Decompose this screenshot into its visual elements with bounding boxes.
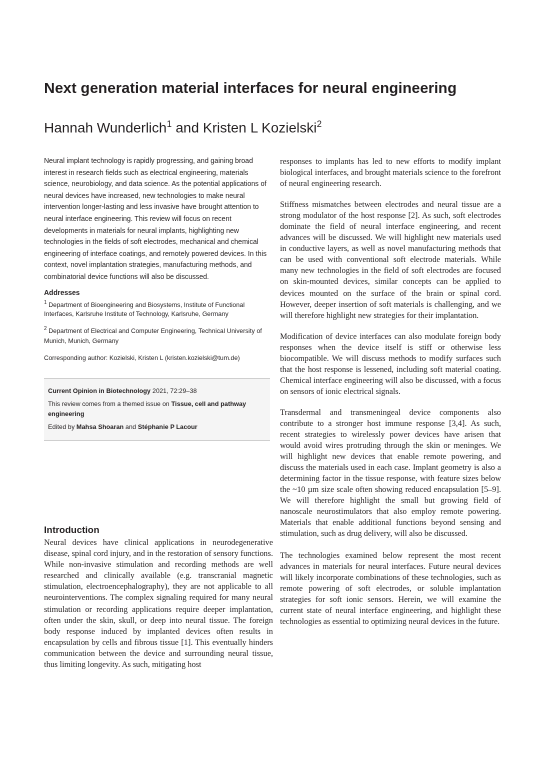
body-paragraph: The technologies examined below represent the most recent advances in materials for neural interfaces. Future neural devices will likely incorporate combinations of these technologies, such as remote powering of soft electrodes, or soluble implantation strategies for soft ionic sensors. Herein, we will examine the current state of neural interface engineering, and highlight these technologies as essential to optimizing neural devices in the future. [280,550,501,626]
abstract: Neural implant technology is rapidly progressing, and gaining broad interest in research fields such as electrical engineering, materials science, neurobiology, and data science. As the potential applications of neural devices have increased, new technologies to make neural intervention longer-lasting and less invasive have brought attention to neural interface engineering. This review will focus on recent developments in materials for neural implants, highlighting new technologies in the fields of soft electrodes, mechanical and chemical engineering of interface coatings, and remotely powered devices. In this context, novel implantation strategies, manufacturing methods, and combinatorial device functions will also be discussed. [44,158,267,281]
journal-name: Current Opinion in Biotechnology [48,387,151,395]
author-name: Kristen L Kozielski [202,119,317,136]
journal-citation [48,387,270,396]
themed-issue-prefix: This review comes from a themed issue on [48,401,172,409]
introduction-paragraph: Neural devices have clinical applications in neurodegenerative disease, spinal cord injury, and in the restoration of sensory functions. While non-invasive stimulation and recording methods are well researched and clinically available (e.g. transcranial magnetic stimulation, electroencephalography), they are not applicable to all neurointerventions. The complex signaling required for many neural stimulation or recording applications require deeper implantation, often under the skin, skull, or deep into neural tissue. The foreign body response induced by implanted devices often results in encapsulation by cells and fibrous tissue [1]. This eventually hinders communication between the device and surrounding neural tissue, thus limiting longevity. As such, mitigating host [44,538,273,670]
affiliation-marker: 1 [166,119,172,129]
article-title: Next generation material interfaces for neural engineering [44,80,457,97]
body-paragraph: Transdermal and transmeningeal device components also contribute to a stronger host immune response [3,4]. As such, recent strategies to wirelessly power devices have arisen that would avoid wires protruding through the skin or meninges. We will highlight new devices that enable remote powering, and discuss the materials used in each case. Implant geometry is also a determining factor in the tissue response, with feature sizes below the ~10 µm size scale often showing reduced encapsulation [5–9]. We will therefore highlight the small but growing field of nanoscale neurostimulators that also employ remote powering. Materials that enable additional functions beyond sensing and stimulation, such as drug delivery, will also be discussed. [280,407,501,539]
address-text: Department of Electrical and Computer Engineering, Technical University of Munich, Munich, Germany [44,327,262,345]
author-line [44,116,484,137]
address-item [44,325,274,346]
body-paragraph: responses to implants has led to new efforts to modify implant biological interfaces, and brought materials science to the forefront of neural engineering research. [280,157,501,189]
left-column-front-matter [44,156,274,441]
journal-info-box [44,378,270,442]
editor-name: Mahsa Shoaran [76,423,124,431]
editor-name: Stéphanie P Lacour [137,423,198,431]
address-text: Department of Bioengineering and Biosystems, Institute of Functional Interfaces, Karlsruhe Institute of Technology, Karlsruhe, Germany [44,301,245,319]
author-separator: and [171,119,203,136]
body-paragraph: Modification of device interfaces can also modulate foreign body responses when the device itself is stiff or otherwise less biocompatible. We will discuss methods to modify surfaces such that the host response is lessened, including soft material coating. Chemical interface engineering will also be discussed, with a focus on sensors of ionic electrical signals. [280,331,501,396]
author-name: Hannah Wunderlich [44,119,167,136]
corresponding-author: Corresponding author: Kozielski, Kristen L (kristen.kozielski@tum.de) [44,355,240,363]
affiliation-marker: 2 [44,325,47,332]
citation-details: 2021, 72:29–38 [150,387,197,395]
themed-issue-name: Tissue, cell and pathway engineering [48,401,247,418]
affiliation-marker: 1 [44,299,47,306]
edited-by-prefix: Edited by [48,423,77,431]
address-item [44,299,274,320]
introduction-heading: Introduction [44,525,100,536]
addresses-heading: Addresses [44,289,80,297]
editors-separator: and [123,423,138,431]
editors-line [48,423,270,432]
affiliation-marker: 2 [316,119,322,129]
body-paragraph: Stiffness mismatches between electrodes and neural tissue are a strong modulator of the host response [2]. As such, soft electrodes dominate the field of neural interface engineering, and recent advances will be discussed. We will highlight new materials used in conductive layers, as well as novel manufacturing methods that can be used with conventional soft electrode materials. While many new technologies in the field of soft electrodes are focused on skin-mounted devices, similar concepts can be applied to devices mounted on the surface of the brain or spinal cord. However, deeper insertion of soft materials is challenging, and we will therefore highlight new strategies for their implantation. [280,200,501,320]
right-column-body [280,156,501,637]
themed-issue [48,400,270,419]
